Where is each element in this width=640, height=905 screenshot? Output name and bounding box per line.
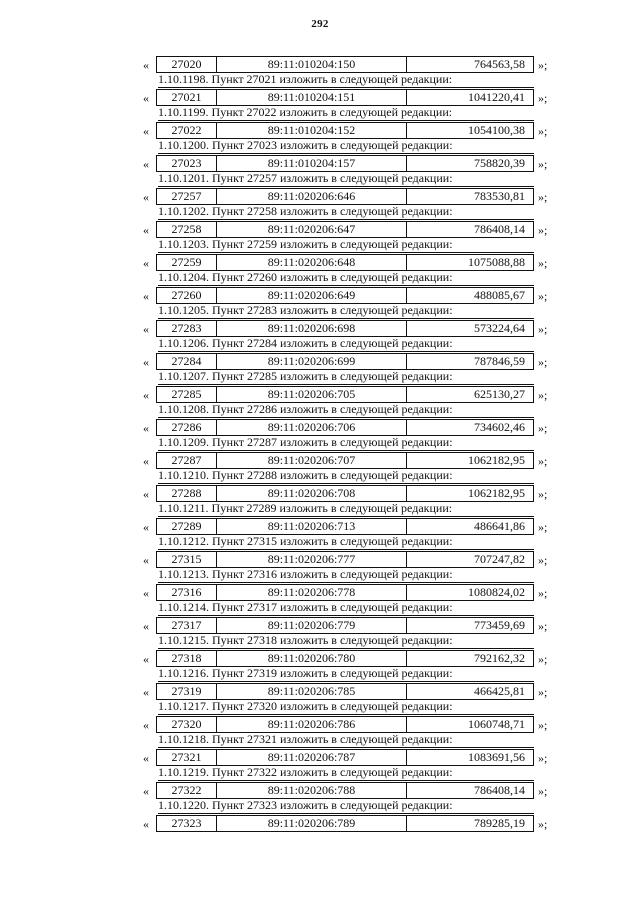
- opening-quote: «: [143, 685, 149, 699]
- cadastral-number-cell: 89:11:020206:649: [217, 288, 407, 303]
- opening-quote: «: [143, 751, 149, 765]
- record-table: [156, 221, 534, 238]
- cadastral-number-cell: 89:11:020206:786: [217, 717, 407, 732]
- cadastral-number-cell: 89:11:020206:698: [217, 321, 407, 336]
- cadastral-value-cell: 786408,14: [474, 783, 525, 797]
- amendment-instruction: 1.10.1212. Пункт 27315 изложить в следующей редакции:: [158, 534, 534, 550]
- amendment-instruction: 1.10.1208. Пункт 27286 изложить в следующей редакции:: [158, 402, 534, 418]
- cadastral-number-cell: 89:11:020206:647: [217, 222, 407, 237]
- item-number-cell: 27260: [157, 288, 217, 303]
- amendment-instruction: 1.10.1217. Пункт 27320 изложить в следующей редакции:: [158, 699, 534, 715]
- item-number-cell: 27323: [157, 816, 217, 831]
- item-number-cell: 27022: [157, 123, 217, 138]
- amendment-instruction: 1.10.1214. Пункт 27317 изложить в следующей редакции:: [158, 600, 534, 616]
- record-table: [156, 56, 534, 73]
- record-table: [156, 386, 534, 403]
- record-table: [156, 122, 534, 139]
- opening-quote: «: [143, 190, 149, 204]
- cadastral-value-cell: 792162,32: [474, 651, 525, 665]
- closing-quote: »;: [538, 817, 548, 831]
- cadastral-number-cell: 89:11:020206:699: [217, 354, 407, 369]
- amendment-instruction: 1.10.1209. Пункт 27287 изложить в следующей редакции:: [158, 435, 534, 451]
- cadastral-value-cell: 786408,14: [474, 222, 525, 236]
- page-number: 292: [311, 18, 329, 30]
- cadastral-number-cell: 89:11:020206:788: [217, 783, 407, 798]
- opening-quote: «: [143, 718, 149, 732]
- amendment-instruction-row: [0, 270, 640, 286]
- amendment-instruction: 1.10.1211. Пункт 27289 изложить в следующей редакции:: [158, 501, 534, 517]
- closing-quote: »;: [538, 619, 548, 633]
- record-table: [156, 155, 534, 172]
- item-number-cell: 27288: [157, 486, 217, 501]
- record-table: [156, 254, 534, 271]
- item-number-cell: 27020: [157, 57, 217, 72]
- amendment-instruction-row: [0, 204, 640, 220]
- opening-quote: «: [143, 388, 149, 402]
- item-number-cell: 27317: [157, 618, 217, 633]
- cadastral-value-cell: 1062182,95: [468, 453, 525, 467]
- opening-quote: «: [143, 355, 149, 369]
- item-number-cell: 27320: [157, 717, 217, 732]
- cadastral-value-cell: 486641,86: [474, 519, 525, 533]
- record-table: [156, 518, 534, 535]
- amendment-instruction-row: [0, 336, 640, 352]
- amendment-instruction-row: [0, 501, 640, 517]
- opening-quote: «: [143, 256, 149, 270]
- item-number-cell: 27284: [157, 354, 217, 369]
- cadastral-value-cell: 488085,67: [474, 288, 525, 302]
- closing-quote: »;: [538, 124, 548, 138]
- amendment-instruction-row: [0, 732, 640, 748]
- cadastral-value-cell: 1075088,88: [468, 255, 525, 269]
- cadastral-value-cell: 1062182,95: [468, 486, 525, 500]
- closing-quote: »;: [538, 553, 548, 567]
- record-table: [156, 452, 534, 469]
- amendment-instruction: 1.10.1205. Пункт 27283 изложить в следующей редакции:: [158, 303, 534, 319]
- closing-quote: »;: [538, 520, 548, 534]
- record-table: [156, 320, 534, 337]
- record-table: [156, 419, 534, 436]
- cadastral-value-cell: 764563,58: [474, 57, 525, 71]
- amendment-instruction-row: [0, 600, 640, 616]
- item-number-cell: 27259: [157, 255, 217, 270]
- cadastral-number-cell: 89:11:010204:157: [217, 156, 407, 171]
- amendment-instruction-row: [0, 633, 640, 649]
- item-number-cell: 27315: [157, 552, 217, 567]
- amendment-instruction-row: [0, 72, 640, 88]
- record-table: [156, 188, 534, 205]
- cadastral-value-cell: 1080824,02: [468, 585, 525, 599]
- cadastral-number-cell: 89:11:020206:778: [217, 585, 407, 600]
- record-table: [156, 815, 534, 832]
- closing-quote: »;: [538, 487, 548, 501]
- item-number-cell: 27322: [157, 783, 217, 798]
- cadastral-number-cell: 89:11:020206:707: [217, 453, 407, 468]
- item-number-cell: 27318: [157, 651, 217, 666]
- item-number-cell: 27283: [157, 321, 217, 336]
- closing-quote: »;: [538, 685, 548, 699]
- cadastral-value-cell: 789285,19: [474, 816, 525, 830]
- opening-quote: «: [143, 322, 149, 336]
- closing-quote: »;: [538, 256, 548, 270]
- opening-quote: «: [143, 91, 149, 105]
- record-table: [156, 89, 534, 106]
- opening-quote: «: [143, 223, 149, 237]
- amendment-instruction: 1.10.1218. Пункт 27321 изложить в следующей редакции:: [158, 732, 534, 748]
- amendment-instruction: 1.10.1199. Пункт 27022 изложить в следующей редакции:: [158, 105, 534, 121]
- cadastral-number-cell: 89:11:020206:787: [217, 750, 407, 765]
- opening-quote: «: [143, 652, 149, 666]
- amendment-instruction-row: [0, 468, 640, 484]
- item-number-cell: 27257: [157, 189, 217, 204]
- amendment-instruction-row: [0, 798, 640, 814]
- cadastral-number-cell: 89:11:020206:789: [217, 816, 407, 831]
- closing-quote: »;: [538, 421, 548, 435]
- closing-quote: »;: [538, 751, 548, 765]
- opening-quote: «: [143, 421, 149, 435]
- closing-quote: »;: [538, 454, 548, 468]
- cadastral-value-cell: 773459,69: [474, 618, 525, 632]
- opening-quote: «: [143, 784, 149, 798]
- amendment-instruction-row: [0, 237, 640, 253]
- cadastral-number-cell: 89:11:020206:779: [217, 618, 407, 633]
- amendment-instruction: 1.10.1204. Пункт 27260 изложить в следующей редакции:: [158, 270, 534, 286]
- opening-quote: «: [143, 619, 149, 633]
- closing-quote: »;: [538, 652, 548, 666]
- record-table: [156, 749, 534, 766]
- cadastral-value-cell: 1060748,71: [468, 717, 525, 731]
- amendment-instruction: 1.10.1220. Пункт 27323 изложить в следующей редакции:: [158, 798, 534, 814]
- amendment-instruction-row: [0, 138, 640, 154]
- amendment-instruction: 1.10.1203. Пункт 27259 изложить в следующей редакции:: [158, 237, 534, 253]
- record-table: [156, 485, 534, 502]
- cadastral-number-cell: 89:11:020206:705: [217, 387, 407, 402]
- amendment-instruction-row: [0, 699, 640, 715]
- opening-quote: «: [143, 289, 149, 303]
- amendment-instruction-row: [0, 435, 640, 451]
- closing-quote: »;: [538, 586, 548, 600]
- cadastral-number-cell: 89:11:020206:777: [217, 552, 407, 567]
- cadastral-value-cell: 573224,64: [474, 321, 525, 335]
- amendment-instruction-row: [0, 105, 640, 121]
- item-number-cell: 27021: [157, 90, 217, 105]
- amendment-instruction: 1.10.1216. Пункт 27319 изложить в следующей редакции:: [158, 666, 534, 682]
- item-number-cell: 27316: [157, 585, 217, 600]
- record-table: [156, 650, 534, 667]
- amendment-instruction-row: [0, 765, 640, 781]
- cadastral-number-cell: 89:11:020206:708: [217, 486, 407, 501]
- item-number-cell: 27258: [157, 222, 217, 237]
- cadastral-value-cell: 787846,59: [474, 354, 525, 368]
- amendment-instruction: 1.10.1213. Пункт 27316 изложить в следующей редакции:: [158, 567, 534, 583]
- cadastral-number-cell: 89:11:010204:150: [217, 57, 407, 72]
- cadastral-value-cell: 466425,81: [474, 684, 525, 698]
- opening-quote: «: [143, 58, 149, 72]
- cadastral-value-cell: 1083691,56: [468, 750, 525, 764]
- closing-quote: »;: [538, 718, 548, 732]
- record-table: [156, 617, 534, 634]
- closing-quote: »;: [538, 289, 548, 303]
- amendment-instruction: 1.10.1215. Пункт 27318 изложить в следующей редакции:: [158, 633, 534, 649]
- cadastral-value-cell: 707247,82: [474, 552, 525, 566]
- opening-quote: «: [143, 553, 149, 567]
- opening-quote: «: [143, 157, 149, 171]
- record-table: [156, 551, 534, 568]
- cadastral-value-cell: 1054100,38: [468, 123, 525, 137]
- cadastral-number-cell: 89:11:010204:151: [217, 90, 407, 105]
- amendment-instruction: 1.10.1200. Пункт 27023 изложить в следующей редакции:: [158, 138, 534, 154]
- amendment-instruction-row: [0, 369, 640, 385]
- cadastral-number-cell: 89:11:010204:152: [217, 123, 407, 138]
- amendment-instruction: 1.10.1201. Пункт 27257 изложить в следующей редакции:: [158, 171, 534, 187]
- closing-quote: »;: [538, 223, 548, 237]
- closing-quote: »;: [538, 355, 548, 369]
- cadastral-number-cell: 89:11:020206:706: [217, 420, 407, 435]
- closing-quote: »;: [538, 784, 548, 798]
- cadastral-number-cell: 89:11:020206:646: [217, 189, 407, 204]
- record-table: [156, 782, 534, 799]
- opening-quote: «: [143, 817, 149, 831]
- item-number-cell: 27321: [157, 750, 217, 765]
- cadastral-value-cell: 758820,39: [474, 156, 525, 170]
- record-row: [0, 814, 640, 834]
- cadastral-number-cell: 89:11:020206:713: [217, 519, 407, 534]
- amendment-instruction-row: [0, 171, 640, 187]
- cadastral-value-cell: 625130,27: [474, 387, 525, 401]
- closing-quote: »;: [538, 388, 548, 402]
- opening-quote: «: [143, 520, 149, 534]
- closing-quote: »;: [538, 58, 548, 72]
- opening-quote: «: [143, 586, 149, 600]
- cadastral-value-cell: 783530,81: [474, 189, 525, 203]
- cadastral-value-cell: 734602,46: [474, 420, 525, 434]
- closing-quote: »;: [538, 91, 548, 105]
- item-number-cell: 27286: [157, 420, 217, 435]
- item-number-cell: 27289: [157, 519, 217, 534]
- closing-quote: »;: [538, 157, 548, 171]
- amendment-instruction: 1.10.1210. Пункт 27288 изложить в следующей редакции:: [158, 468, 534, 484]
- cadastral-value-cell: 1041220,41: [468, 90, 525, 104]
- item-number-cell: 27319: [157, 684, 217, 699]
- closing-quote: »;: [538, 190, 548, 204]
- amendment-instruction: 1.10.1202. Пункт 27258 изложить в следующей редакции:: [158, 204, 534, 220]
- record-table: [156, 353, 534, 370]
- amendment-instruction-row: [0, 666, 640, 682]
- document-body: [0, 55, 640, 834]
- amendment-instruction: 1.10.1198. Пункт 27021 изложить в следующей редакции:: [158, 72, 534, 88]
- opening-quote: «: [143, 487, 149, 501]
- cadastral-number-cell: 89:11:020206:648: [217, 255, 407, 270]
- item-number-cell: 27287: [157, 453, 217, 468]
- closing-quote: »;: [538, 322, 548, 336]
- opening-quote: «: [143, 454, 149, 468]
- record-table: [156, 287, 534, 304]
- item-number-cell: 27285: [157, 387, 217, 402]
- amendment-instruction: 1.10.1206. Пункт 27284 изложить в следующей редакции:: [158, 336, 534, 352]
- record-table: [156, 683, 534, 700]
- opening-quote: «: [143, 124, 149, 138]
- amendment-instruction-row: [0, 534, 640, 550]
- record-table: [156, 584, 534, 601]
- cadastral-number-cell: 89:11:020206:785: [217, 684, 407, 699]
- amendment-instruction-row: [0, 402, 640, 418]
- amendment-instruction-row: [0, 303, 640, 319]
- cadastral-number-cell: 89:11:020206:780: [217, 651, 407, 666]
- record-table: [156, 716, 534, 733]
- item-number-cell: 27023: [157, 156, 217, 171]
- amendment-instruction-row: [0, 567, 640, 583]
- amendment-instruction: 1.10.1207. Пункт 27285 изложить в следующей редакции:: [158, 369, 534, 385]
- amendment-instruction: 1.10.1219. Пункт 27322 изложить в следующей редакции:: [158, 765, 534, 781]
